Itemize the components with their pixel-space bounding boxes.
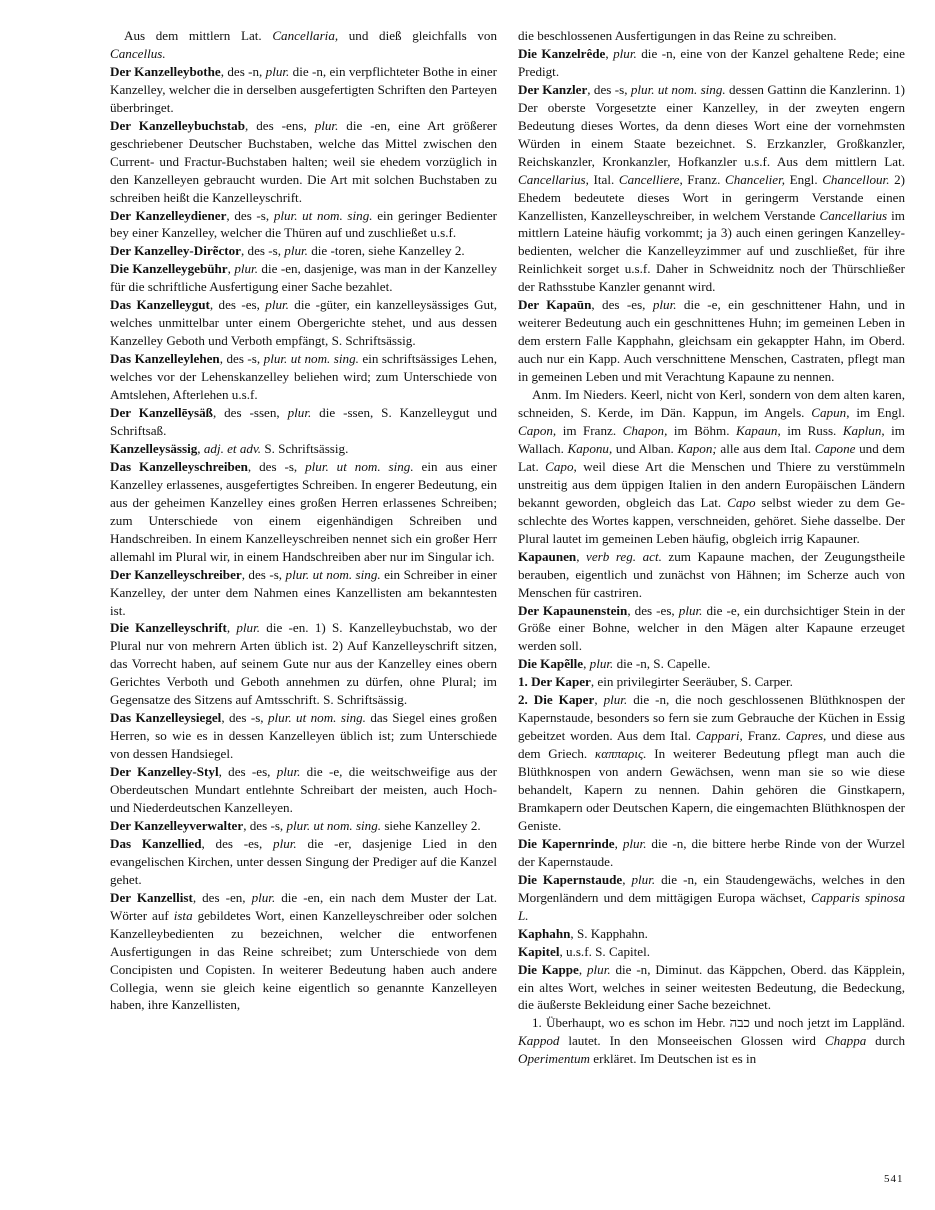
italic-term: plur. bbox=[678, 602, 703, 618]
italic-term: Kapaun, bbox=[736, 422, 781, 438]
entry-text: und Alban. bbox=[612, 440, 678, 456]
entry-text: Franz. bbox=[742, 728, 786, 744]
entry-text: , bbox=[197, 440, 204, 456]
dictionary-entry bbox=[110, 207, 497, 243]
headword: Die Kanzelleyschrift bbox=[110, 620, 227, 636]
entry-text: , des -es, bbox=[218, 764, 277, 780]
entry-text: , u.s.f. S. Capitel. bbox=[559, 943, 651, 959]
headword: Die Kanzelleygebühr bbox=[110, 261, 228, 277]
dictionary-entry bbox=[110, 404, 497, 440]
italic-term: Cancellus. bbox=[110, 45, 166, 61]
dictionary-entry bbox=[518, 925, 905, 943]
dictionary-entry bbox=[110, 889, 497, 1015]
italic-term: plur. bbox=[236, 620, 261, 636]
dictionary-entry bbox=[110, 440, 497, 458]
entry-text: im mittlern Lateine häufig vorkommt; ja 3) auch einen geringen Kanzelleybedienten, welcher die Kanzelleyzimmer auf und zuschließet, für ihre Reinlichkeit sorget u.s.f. Daher in Schweidnitz noch der Thürschließer der Rathsstube Kanzler genannt wird. bbox=[518, 207, 905, 295]
headword: Die Kapẽlle bbox=[518, 656, 584, 672]
entry-text: ein aus einer Kanzelley erlassenes, ausgefertigtes Schreiben. In engerer Bedeutung, ein aus der geheimen Kanzelley eines großen Herren erlassenes Schreiben; zum Unterschiede von einem eigenhändigen Schreiben und Handschreiben. In einem Kanzelleyschreiben nennet sich ein großer Herr allemahl im Plural wir, in einem Handschreiben aber nur im Singular ich. bbox=[110, 458, 498, 564]
dictionary-entry bbox=[518, 548, 905, 602]
italic-term: Capun, bbox=[811, 405, 850, 421]
entry-text: gebildetes Wort, einen Kanzelleyschreiber oder solchen Kanzelleybedienten zu bezeichnen, welcher die entworfenen Ausfertigungen in das Reine schreibet; zum Unterschiede von dem Concipisten und Copisten. In weiterer Bedeutung haben auch andere Collegia, wenn sie gleich keine eigentlich so genannte Kanzelleyen haben, ihre Kanzellisten, bbox=[110, 907, 497, 1013]
entry-text: , des -s, bbox=[587, 81, 631, 97]
italic-term: Cancellarius, bbox=[518, 171, 589, 187]
italic-term: Chancelier, bbox=[724, 171, 785, 187]
entry-text: , des -ens, bbox=[245, 117, 315, 133]
entry-text: die -n, Diminut. das Käppchen, Oberd. das Käpplein, ein altes Wort, welches in seiner weitesten Bedeutung, die Bedeckung, die äußerste Bekleidung einer Sache bezeichnet. bbox=[518, 961, 906, 1013]
entry-text: Anm. Im Nieders. Keerl, nicht von Kerl, sondern von dem alten karen, schneiden, S. Kerde, im Dän. Kappun, im Angels. bbox=[518, 387, 905, 421]
dictionary-entry bbox=[518, 386, 905, 548]
headword: Die Kappe bbox=[518, 961, 579, 977]
entry-text: , des -es, bbox=[591, 297, 653, 313]
headword: Der Kanzler bbox=[518, 81, 588, 97]
entry-text: die -güter, ein kanzelleysässiges Gut, welches unmittelbar unter einem Obergerichte stehet, und aus dessen Kanzelley Geboth und Verboth empfängt, S. Schriftsässig. bbox=[110, 297, 498, 349]
headword: Das Kanzelleysiegel bbox=[110, 710, 222, 726]
italic-term: plur. bbox=[613, 45, 637, 61]
italic-term: plur. bbox=[265, 297, 289, 313]
headword: Das Kanzelleygut bbox=[110, 297, 210, 313]
entry-text: , S. Kapphahn. bbox=[570, 925, 648, 941]
italic-term: Cancellarius bbox=[819, 207, 888, 223]
dictionary-entry bbox=[518, 1014, 905, 1068]
dictionary-entry bbox=[518, 602, 905, 656]
dictionary-entry bbox=[518, 296, 905, 386]
italic-term: plur. ut nom. sing. bbox=[630, 81, 726, 97]
dictionary-entry bbox=[110, 296, 497, 350]
entry-text: die -e, ein durchsichtiger Stein in der Größe einer Bohne, welcher in den Mägen alter Kapaune erzeuget werden soll. bbox=[518, 602, 905, 654]
dictionary-entry bbox=[110, 242, 497, 260]
italic-term: Kaplun, bbox=[842, 422, 885, 438]
headword: Der Kapaunenstein bbox=[518, 602, 628, 618]
italic-term: plur. bbox=[314, 117, 339, 133]
entry-text: das Siegel eines großen Herren, so wie es in dessen Kanzelleyen üblich ist; zum Unterschiede von dessen Handsiegel. bbox=[110, 710, 498, 762]
entry-text: , bbox=[227, 261, 235, 277]
dictionary-entry bbox=[110, 27, 497, 63]
headword: Der Kanzellist bbox=[110, 889, 193, 905]
headword: Kaphahn bbox=[518, 925, 571, 941]
italic-term: plur. bbox=[276, 764, 301, 780]
entry-text: , bbox=[576, 548, 587, 564]
italic-term: plur. bbox=[589, 656, 614, 672]
italic-term: plur. bbox=[631, 871, 656, 887]
entry-text: lautet. In den Monseeischen Glossen wird bbox=[559, 1033, 825, 1049]
italic-term: plur. ut nom. sing. bbox=[286, 817, 382, 833]
italic-term: Kapon; bbox=[677, 440, 717, 456]
entry-text: , des -es, bbox=[201, 835, 274, 851]
dictionary-entry bbox=[518, 691, 905, 835]
italic-term: Cancellaria, bbox=[272, 28, 339, 43]
entry-text: die -n, die bittere herbe Rinde von der Wurzel der Kapernstaude. bbox=[518, 835, 905, 869]
entry-text: S. Schriftsässig. bbox=[261, 440, 349, 456]
entry-text: weil diese Art die Menschen und Thiere zu verstümmeln unstreitig aus dem üppigen Italien in den andern Europäischen Ländern bekannt geworden, obgleich das Lat. bbox=[518, 458, 905, 510]
entry-text: durch bbox=[866, 1033, 905, 1049]
entry-text: , des -s, bbox=[226, 207, 274, 223]
dictionary-entry bbox=[110, 835, 497, 889]
italic-term: καππαρις. bbox=[594, 746, 647, 762]
page-number: 541 bbox=[884, 1173, 904, 1185]
entry-text: die -n, die noch geschlossenen Blüthknospen der Kapernstaude, besonders so fern sie zum Gebrauche der Küchen in Essig gebeitzet worden. Aus dem Ital. bbox=[518, 692, 905, 744]
headword: Die Kapernrinde bbox=[518, 835, 615, 851]
entry-text: Aus dem mittlern Lat. bbox=[124, 28, 273, 43]
entry-text: erkläret. Im Deutschen ist es in bbox=[590, 1051, 757, 1067]
left-column bbox=[110, 27, 497, 1014]
headword: Kapaunen bbox=[518, 548, 577, 564]
entry-text: die -e, ein geschnittener Hahn, und in weiterer Bedeutung auch ein geschnittenes Huhn; im gemeinen Leben in dem erstern Falle Kapphahn, gleichsam ein gekappter Hahn, im Oberd. auch nur ein Kapp. Auch verschnittene Menschen, Castraten, pflegt man in gemeinen Leben und mit Verachtung Kapaune zu nennen. bbox=[518, 297, 905, 385]
dictionary-entry bbox=[518, 673, 905, 691]
dictionary-entry bbox=[518, 961, 905, 1015]
entry-text: , bbox=[614, 835, 623, 851]
entry-text: , ein privilegirter Seeräuber, S. Carper. bbox=[590, 674, 793, 690]
entry-text: die -n, S. Capelle. bbox=[613, 656, 711, 672]
italic-term: Cappari, bbox=[695, 728, 743, 744]
entry-text: ein Schreiber in einer Kanzelley, der unter dem Nahmen eines Kanzellisten am bekanntesten ist. bbox=[110, 566, 497, 618]
entry-text: selbst wieder zu dem Geschlechte des Wortes kappen, verschneiden, gehöret. Siehe dasselbe. Der Plural lautet im gemeinen Leben häufig, obgleich irrig Kapauner. bbox=[518, 494, 905, 546]
dictionary-entry bbox=[518, 655, 905, 673]
dictionary-entry bbox=[110, 458, 497, 566]
dictionary-entry bbox=[518, 27, 905, 45]
entry-text: , bbox=[578, 961, 587, 977]
italic-term: plur. bbox=[603, 692, 628, 708]
italic-term: Cancelliere, bbox=[618, 171, 683, 187]
entry-text: 1. Überhaupt, wo es schon im Hebr. bbox=[532, 1015, 730, 1031]
headword: Kanzelleysässig bbox=[110, 440, 198, 456]
headword: Der Kanzelley-Styl bbox=[110, 764, 219, 780]
italic-term: adj. et adv. bbox=[203, 440, 262, 456]
entry-text: , des -s, bbox=[247, 458, 306, 474]
italic-term: Capo bbox=[727, 494, 756, 510]
dictionary-entry bbox=[110, 817, 497, 835]
italic-term: plur. bbox=[622, 835, 647, 851]
italic-term: plur. bbox=[284, 243, 308, 259]
italic-term: Capo, bbox=[545, 458, 577, 474]
entry-text: und dem Lat. bbox=[518, 440, 905, 474]
entry-text: , bbox=[605, 45, 614, 61]
dictionary-entry bbox=[518, 835, 905, 871]
headword: Der Kanzelley-Dirẽctor bbox=[110, 243, 241, 259]
headword: Das Kanzellied bbox=[110, 835, 202, 851]
entry-text: die -n, eine von der Kanzel gehaltene Rede; eine Predigt. bbox=[518, 45, 905, 79]
right-column bbox=[518, 27, 905, 1068]
entry-text: , des -s, bbox=[243, 817, 287, 833]
dictionary-entry bbox=[518, 943, 905, 961]
italic-term: plur. bbox=[251, 889, 276, 905]
italic-term: plur. ut nom. sing. bbox=[305, 458, 414, 474]
entry-text: , des -es, bbox=[627, 602, 679, 618]
italic-term: plur. ut nom. sing. bbox=[273, 207, 373, 223]
italic-term: Capon, bbox=[518, 422, 557, 438]
italic-term: Capone bbox=[814, 440, 856, 456]
italic-term: plur. bbox=[273, 835, 297, 851]
italic-term: plur. bbox=[265, 63, 290, 79]
entry-text: die -n, ein verpflichteter Bothe in einer Kanzelley, welcher die in derselben ausgefertigten Schriften den Parteyen überbringet. bbox=[110, 63, 497, 115]
italic-term: plur. bbox=[586, 961, 611, 977]
headword: Kapitel bbox=[518, 943, 560, 959]
entry-text: , des -es, bbox=[209, 297, 266, 313]
italic-term: plur. ut nom. sing. bbox=[285, 566, 381, 582]
entry-text: , des -s, bbox=[241, 243, 285, 259]
entry-text: die -e, die weitschweifige aus der Oberdeutschen Mundart entlehnte Schreibart der meisten, auch Hoch- und Niederdeutschen Kanzelleyen. bbox=[110, 764, 497, 815]
italic-term: plur. bbox=[652, 297, 677, 313]
dictionary-entry bbox=[110, 63, 497, 117]
italic-term: Chancellour. bbox=[822, 171, 890, 187]
entry-text: כבה bbox=[729, 1015, 750, 1031]
entry-text: dessen Gattinn die Kanzlerinn. 1) Der oberste Vorgesetzte einer Kanzelley, in der zweyten engern Bedeutung dieses Wortes, da denn dieses Wort eine der vornehmsten Würden in einem Staate bezeichnet. S. Erzkanzler, Großkanzler, Reichskanzler, Kronkanzler, Hofkanzler u.s.f. Aus dem mittlern Lat. bbox=[518, 81, 906, 169]
entry-text: , des -s, bbox=[219, 351, 264, 367]
dictionary-entry bbox=[518, 871, 905, 925]
italic-term: plur. bbox=[234, 261, 258, 277]
entry-text: In weiterer Bedeutung pflegt man auch die Blüthknospen von andern Gewächsen, wenn man sie so wie diese behandelt, Kapern zu nennen. Dahin gehören die Ginstkapern, Bramkapern oder Deutschen Kapern, die eingemachten Blüthknospen der Geniste. bbox=[518, 746, 905, 833]
dictionary-entry bbox=[110, 619, 497, 709]
entry-text: siehe Kanzelley 2. bbox=[381, 817, 481, 833]
entry-text: zum Kapaune machen, der Zeugungstheile berauben, eigentlich und zunächst von Hähnen; im Scherze auch von Menschen für castriren. bbox=[518, 548, 906, 600]
entry-text: 2) Ehedem bedeutete dieses Wort in geringerm Verstande einen Kanzellisten, Kanzelleyschreiber, in welchem Verstande bbox=[518, 171, 905, 223]
headword: Der Kanzellēysäß bbox=[110, 405, 213, 421]
italic-term: ista bbox=[173, 907, 193, 923]
entry-text: alle aus dem Ital. bbox=[716, 440, 815, 456]
entry-text: Engl. bbox=[785, 171, 823, 187]
entry-text: , des -s, bbox=[241, 566, 286, 582]
headword: Der Kanzelleybuchstab bbox=[110, 117, 246, 133]
entry-text: die -er, dasjenige Lied in den evangelischen Kirchen, unter dessen Singung der Prediger auf die Kanzel gehet. bbox=[110, 835, 497, 887]
entry-text: die -en. 1) S. Kanzelleybuchstab, wo der Plural nur von mehrern Arten üblich ist. 2) Auf Kanzelleyschrift sitzen, das Vorrecht haben, auf seinem Gute nur aus der Kanzelley eines obern Gerichtes Verboth und Geboth annehmen zu dürfen, ohne Plural; im Gegensatze des Sitzens auf Amtsschrift. S. Schriftsässig. bbox=[110, 620, 497, 708]
entry-text: die beschlossenen Ausfertigungen in das Reine zu schreiben. bbox=[518, 28, 837, 43]
entry-text: die -en, eine Art größerer geschriebener Deutscher Buchstaben, welche das Mittel zwischen den Current- und Fractur-Buchstaben halten; weil sie ehedem vorzüglich in den Kanzelleyen gebraucht wurden. Die Art mit solchen Buchstaben zu schreiben heißt die Kanzelleyschrift. bbox=[110, 117, 497, 205]
entry-text: Franz. bbox=[682, 171, 725, 187]
headword: Der Kanzelleyschreiber bbox=[110, 566, 242, 582]
entry-text: im Engl. bbox=[849, 405, 905, 421]
headword: Die Kanzelrêde bbox=[518, 45, 606, 61]
headword: Der Kanzelleyverwalter bbox=[110, 817, 244, 833]
dictionary-entry bbox=[110, 566, 497, 620]
entry-text: im Russ. bbox=[780, 422, 843, 438]
italic-term: Capres, bbox=[785, 728, 827, 744]
italic-term: verb reg. act. bbox=[586, 548, 662, 564]
dictionary-entry bbox=[110, 763, 497, 817]
italic-term: Chapon, bbox=[622, 422, 668, 438]
headword: 1. Der Kaper bbox=[518, 674, 591, 690]
italic-term: Operimentum bbox=[518, 1051, 591, 1067]
dictionary-entry bbox=[110, 260, 497, 296]
italic-term: plur. ut nom. sing. bbox=[267, 710, 366, 726]
dictionary-entry bbox=[518, 45, 905, 81]
entry-text: im Franz. bbox=[556, 422, 623, 438]
headword: Das Kanzelleyschreiben bbox=[110, 458, 248, 474]
entry-text: und noch jetzt im Lappländ. bbox=[749, 1015, 905, 1031]
headword: 2. Die Kaper bbox=[518, 692, 595, 708]
entry-text: , bbox=[622, 871, 632, 887]
entry-text: im Wallach. bbox=[518, 422, 905, 456]
headword: Der Kapaūn bbox=[518, 297, 592, 313]
headword: Der Kanzelleybothe bbox=[110, 63, 221, 79]
italic-term: Kaponu, bbox=[567, 440, 613, 456]
entry-text: die -en, ein nach dem Muster der Lat. Wörter auf bbox=[110, 889, 498, 923]
entry-text: und diese aus dem Griech. bbox=[518, 728, 905, 762]
italic-term: Chappa bbox=[824, 1033, 867, 1049]
entry-text: , des -ssen, bbox=[212, 405, 288, 421]
entry-text: , bbox=[594, 692, 604, 708]
entry-text: die -toren, siehe Kanzelley 2. bbox=[307, 243, 465, 259]
entry-text: , des -n, bbox=[220, 63, 266, 79]
headword: Der Kanzelleydiener bbox=[110, 207, 227, 223]
entry-text: die -en, dasjenige, was man in der Kanzelley für die schriftliche Ausfertigung einer Sache bezahlet. bbox=[110, 261, 498, 295]
entry-text: im Böhm. bbox=[667, 422, 736, 438]
entry-text: die -n, ein Staudengewächs, welches in den Morgenländern und dem mittägigen Europa wächset, bbox=[518, 871, 906, 905]
headword: Die Kapernstaude bbox=[518, 871, 623, 887]
italic-term: Capparis spinosa L. bbox=[518, 889, 905, 923]
entry-text: die -ssen, S. Kanzelleygut und Schriftsaß. bbox=[110, 405, 498, 438]
entry-text: Ital. bbox=[588, 171, 619, 187]
dictionary-entry bbox=[110, 117, 497, 207]
entry-text: , bbox=[226, 620, 237, 636]
dictionary-entry bbox=[518, 81, 905, 296]
dictionary-entry bbox=[110, 709, 497, 763]
entry-text: , bbox=[583, 656, 590, 672]
headword: Das Kanzelleylehen bbox=[110, 351, 220, 367]
entry-text: ein geringer Bedienter bey einer Kanzelley, welcher die Thüren auf und zuschließet u.s.f. bbox=[110, 207, 498, 241]
italic-term: Kappod bbox=[518, 1033, 560, 1049]
entry-text: und dieß gleichfalls von bbox=[338, 28, 497, 43]
italic-term: plur. ut nom. sing. bbox=[263, 351, 359, 367]
dictionary-entry bbox=[110, 350, 497, 404]
italic-term: plur. bbox=[287, 405, 312, 421]
entry-text: , des -s, bbox=[221, 710, 268, 726]
entry-text: , des -en, bbox=[192, 889, 252, 905]
entry-text: ein schriftsässiges Lehen, welches vor der Lehenskanzelley beliehen wird; zum Unterschiede von Amtslehen, Afterlehen u.s.f. bbox=[110, 351, 498, 403]
